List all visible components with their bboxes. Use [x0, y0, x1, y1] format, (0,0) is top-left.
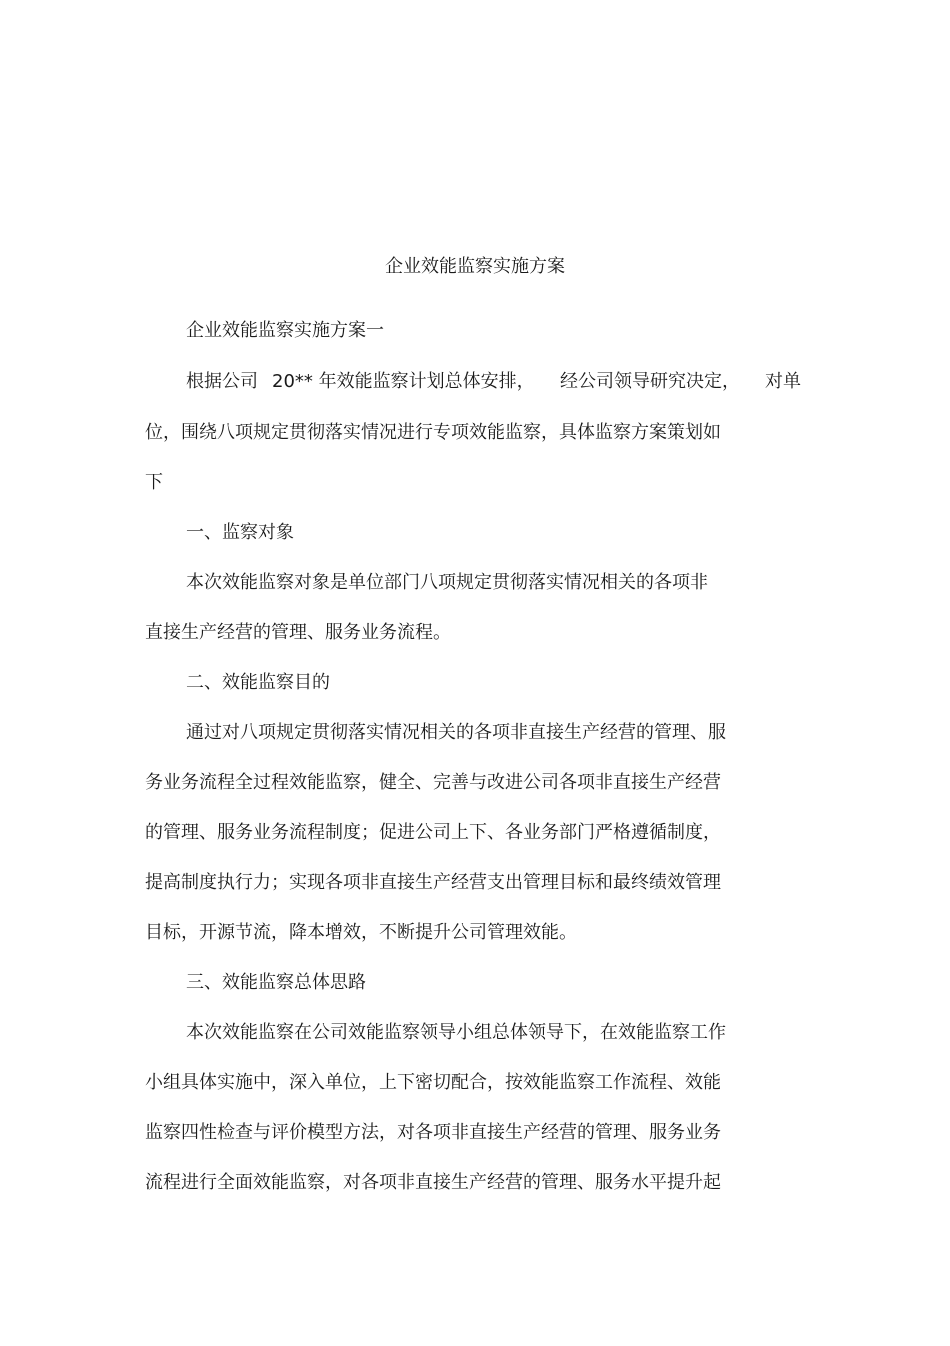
- intro-line-3: 下: [145, 472, 163, 493]
- section-1-line-2: 直接生产经营的管理、服务业务流程。: [145, 622, 451, 643]
- section-1-heading: 一、监察对象: [186, 522, 294, 543]
- intro-segment-3: 经公司领导研究决定，: [560, 371, 740, 392]
- intro-segment-2: 20** 年效能监察计划总体安排，: [272, 371, 535, 392]
- intro-segment-1: 根据公司: [186, 371, 258, 392]
- section-3-line-1: 本次效能监察在公司效能监察领导小组总体领导下，在效能监察工作: [186, 1022, 726, 1043]
- section-3-line-3: 监察四性检查与评价模型方法，对各项非直接生产经营的管理、服务业务: [145, 1122, 721, 1143]
- section-2-line-1: 通过对八项规定贯彻落实情况相关的各项非直接生产经营的管理、服: [186, 722, 726, 743]
- document-title: 企业效能监察实施方案: [385, 256, 565, 277]
- section-2-line-5: 目标，开源节流，降本增效，不断提升公司管理效能。: [145, 922, 577, 943]
- section-2-heading: 二、效能监察目的: [186, 672, 330, 693]
- intro-segment-4: 对单: [765, 371, 801, 392]
- section-2-line-2: 务业务流程全过程效能监察，健全、完善与改进公司各项非直接生产经营: [145, 772, 721, 793]
- section-3-line-2: 小组具体实施中，深入单位，上下密切配合，按效能监察工作流程、效能: [145, 1072, 721, 1093]
- intro-line-1: [186, 369, 806, 395]
- section-3-heading: 三、效能监察总体思路: [186, 972, 366, 993]
- section-2-line-4: 提高制度执行力；实现各项非直接生产经营支出管理目标和最终绩效管理: [145, 872, 721, 893]
- intro-line-2: 位，围绕八项规定贯彻落实情况进行专项效能监察，具体监察方案策划如: [145, 422, 721, 443]
- document-subtitle: 企业效能监察实施方案一: [186, 320, 384, 341]
- section-2-line-3: 的管理、服务业务流程制度；促进公司上下、各业务部门严格遵循制度，: [145, 822, 721, 843]
- section-1-line-1: 本次效能监察对象是单位部门八项规定贯彻落实情况相关的各项非: [186, 572, 708, 593]
- section-3-line-4: 流程进行全面效能监察，对各项非直接生产经营的管理、服务水平提升起: [145, 1172, 721, 1193]
